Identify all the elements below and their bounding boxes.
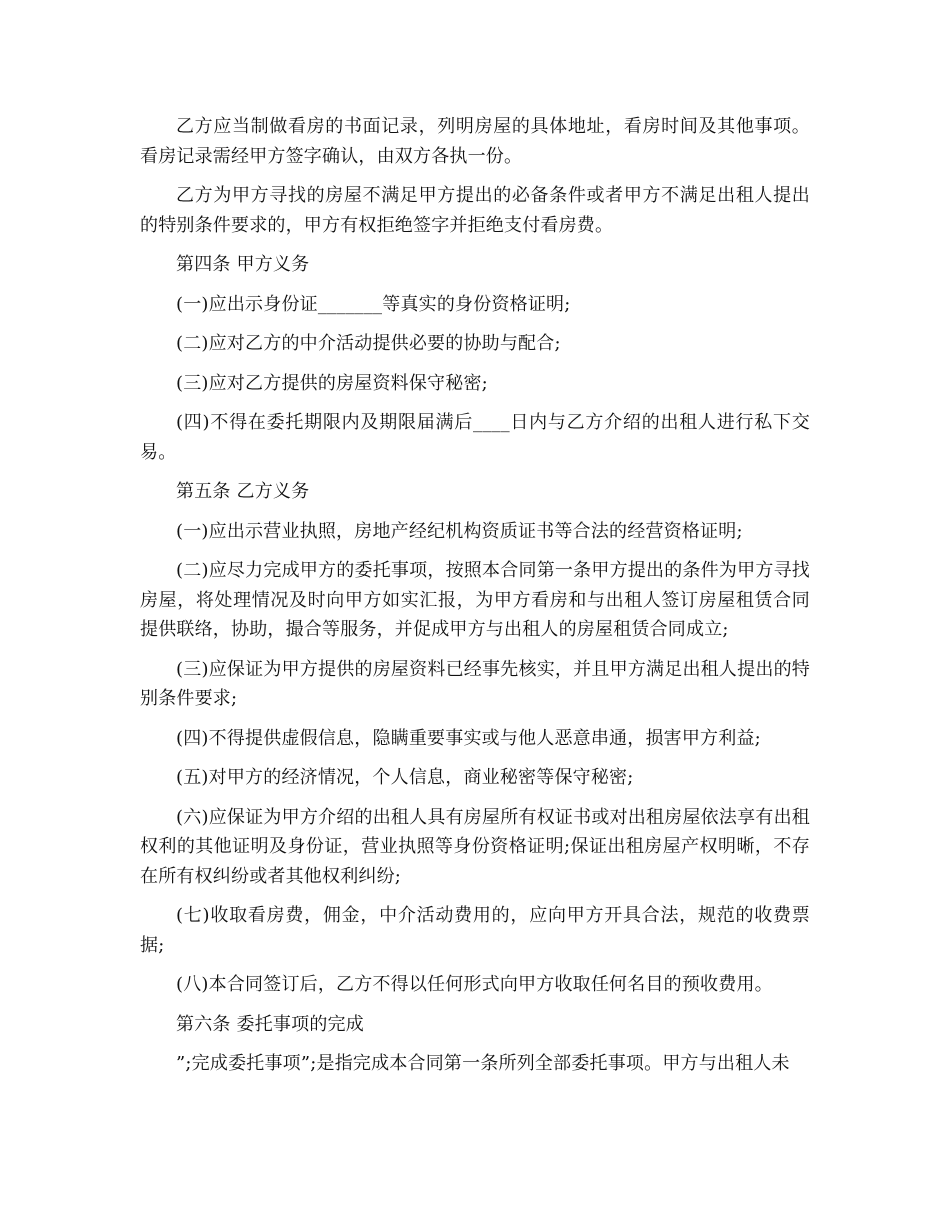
paragraph-completion-definition: ”;完成委托事项”;是指完成本合同第一条所列全部委托事项。甲方与出租人未	[176, 1053, 790, 1074]
list-item-article-5-3: (三)应保证为甲方提供的房屋资料已经事先核实，并且甲方满足出租人提出的特别条件要求;	[140, 658, 810, 709]
section-heading-article-4: 第四条 甲方义务	[176, 254, 310, 275]
list-item-article-5-5: (五)对甲方的经济情况，个人信息，商业秘密等保守秘密;	[176, 767, 634, 788]
list-item-article-4-3: (三)应对乙方提供的房屋资料保守秘密;	[176, 372, 488, 394]
list-item-article-5-1: (一)应出示营业执照，房地产经纪机构资质证书等合法的经营资格证明;	[176, 520, 743, 542]
list-item-article-5-4: (四)不得提供虚假信息，隐瞒重要事实或与他人恶意串通，损害甲方利益;	[176, 727, 761, 749]
list-item-article-4-2: (二)应对乙方的中介活动提供必要的协助与配合;	[176, 333, 561, 354]
paragraph-viewing-record: 乙方应当制做看房的书面记录，列明房屋的具体地址，看房时间及其他事项。看房记录需经甲方签字确认，由双方各执一份。	[140, 116, 810, 167]
list-item-article-5-2: (二)应尽力完成甲方的委托事项，按照本合同第一条甲方提出的条件为甲方寻找房屋，将处理情况及时向甲方如实汇报，为甲方看房和与出租人签订房屋租赁合同提供联络，协助，撮合等服务，并促成甲方与出租人的房屋租赁合同成立;	[140, 560, 810, 640]
list-item-article-5-6: (六)应保证为甲方介绍的出租人具有房屋所有权证书或对出租房屋依法享有出租权利的其他证明及身份证，营业执照等身份资格证明;保证出租房屋产权明晰，不存在所有权纠纷或者其他权利纠纷;	[140, 806, 810, 887]
list-item-article-5-8: (八)本合同签订后，乙方不得以任何形式向甲方收取任何名目的预收费用。	[176, 974, 773, 995]
list-item-article-5-7: (七)收取看房费，佣金，中介活动费用的，应向甲方开具合法，规范的收费票据;	[140, 905, 810, 956]
paragraph-refuse-signature: 乙方为甲方寻找的房屋不满足甲方提出的必备条件或者甲方不满足出租人提出的特别条件要求的，甲方有权拒绝签字并拒绝支付看房费。	[140, 185, 810, 236]
list-item-article-4-1: (一)应出示身份证_______等真实的身份资格证明;	[176, 293, 571, 315]
section-heading-article-6: 第六条 委托事项的完成	[176, 1013, 364, 1035]
document-body	[140, 112, 810, 1079]
section-heading-article-5: 第五条 乙方义务	[176, 481, 310, 502]
list-item-article-4-4: (四)不得在委托期限内及期限届满后____日内与乙方介绍的出租人进行私下交易。	[140, 412, 810, 463]
